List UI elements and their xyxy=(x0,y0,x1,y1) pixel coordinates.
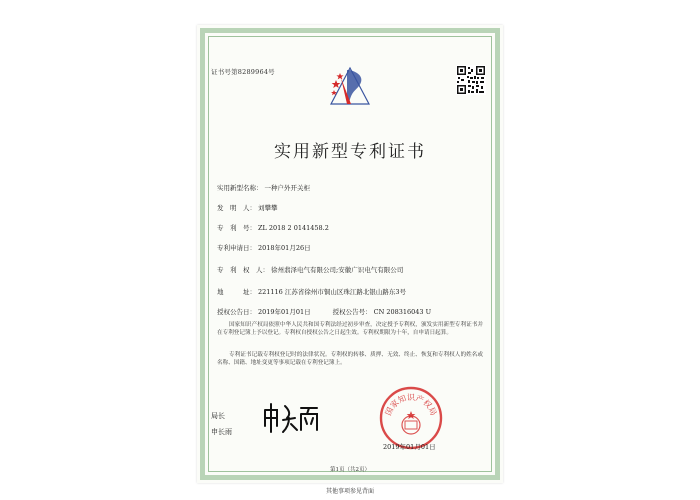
certificate-number: 证书号第8289964号 xyxy=(211,68,275,76)
field-label: 授权公告日： xyxy=(217,308,256,316)
director-name: 申长雨 xyxy=(211,428,232,436)
field-address xyxy=(217,287,406,296)
field-label: 专 利 权 人： xyxy=(217,266,269,274)
field-value: 2018年01月26日 xyxy=(258,244,311,252)
field-value: 2019年01月01日 xyxy=(258,308,311,316)
field-application-date xyxy=(217,243,311,252)
field-patentee xyxy=(217,265,403,274)
certificate-title: 实用新型专利证书 xyxy=(274,142,426,162)
field-value: 221116 江苏省徐州市铜山区珠江路北银山路东3号 xyxy=(258,288,407,296)
field-label: 发 明 人： xyxy=(217,204,256,212)
field-label: 地 址： xyxy=(217,288,256,296)
field-label: 专利申请日： xyxy=(217,244,256,252)
field-label: 授权公告号： xyxy=(332,308,372,316)
seal-text: 国家知识产权局 xyxy=(383,393,439,417)
field-inventor xyxy=(217,203,278,212)
field-grant-date xyxy=(217,307,431,316)
legal-status-statement: 专利证书记载专利权登记时的法律状况。专利权的转移、质押、无效、终止、恢复和专利权人的姓名或名称、国籍、地址变更等事项记载在专利登记簿上。 xyxy=(217,352,483,367)
footer-note: 其他事项参见背面 xyxy=(325,488,374,495)
patent-office-logo-icon xyxy=(325,64,375,108)
field-value: 一种户外开关柜 xyxy=(264,184,310,192)
field-utility-model-name xyxy=(217,183,310,192)
director-title: 局长 xyxy=(211,412,225,420)
grant-statement: 国家知识产权局依照中华人民共和国专利法经过初步审查，决定授予专利权，颁发实用新型专利证书并在专利登记簿上予以登记。专利权自授权公告之日起生效。专利权期限为十年，自申请日起算。 xyxy=(217,322,483,337)
seal-date: 2019年01月01日 xyxy=(383,443,436,451)
certificate-sheet xyxy=(197,25,503,483)
field-value: 刘攀攀 xyxy=(258,204,278,212)
field-value: ZL 2018 2 0141458.2 xyxy=(258,224,329,232)
field-patent-number xyxy=(217,223,329,232)
field-value: 徐州翡泽电气有限公司;安徽广识电气有限公司 xyxy=(271,266,404,274)
qr-code-icon xyxy=(456,65,486,95)
field-value: CN 208316043 U xyxy=(373,308,432,316)
field-label: 实用新型名称： xyxy=(217,184,263,192)
field-label: 专 利 号： xyxy=(217,224,256,232)
director-signature xyxy=(261,400,321,436)
page-number: 第1页（共2页） xyxy=(330,467,370,473)
